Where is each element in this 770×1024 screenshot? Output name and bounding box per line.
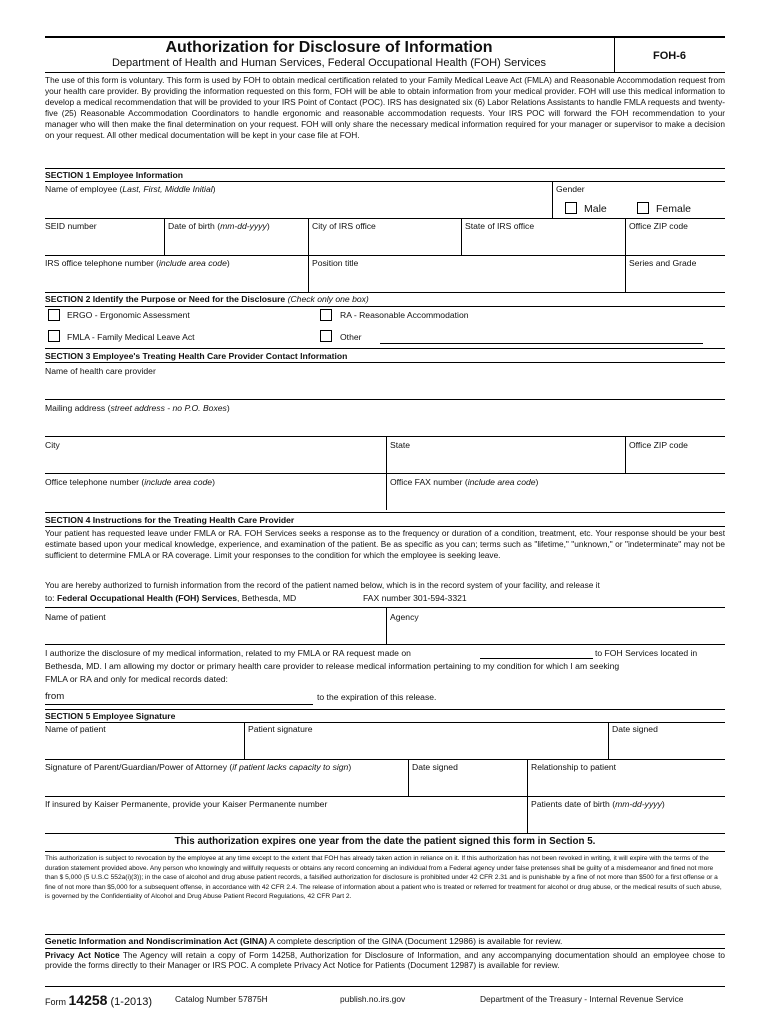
fmla-label: FMLA - Family Medical Leave Act <box>67 332 195 342</box>
rule <box>45 181 725 182</box>
gender-label: Gender <box>556 184 585 194</box>
form-number: Form 14258 (1-2013) <box>45 992 153 1008</box>
rule <box>164 218 165 255</box>
rule <box>45 644 725 645</box>
irs-city-label: City of IRS office <box>312 221 376 231</box>
rule <box>45 255 725 256</box>
irs-phone-label: IRS office telephone number (include area code) <box>45 258 230 268</box>
rule <box>552 181 553 218</box>
rule <box>45 473 725 474</box>
rule <box>308 218 309 255</box>
male-label: Male <box>584 203 607 215</box>
rule <box>45 709 725 710</box>
form-title: Authorization for Disclosure of Information <box>165 39 493 56</box>
rule <box>45 851 725 852</box>
catalog-number: Catalog Number 57875H <box>175 994 268 1004</box>
legal-text: This authorization is subject to revocation by the employee at any time except to the extent that FOH has already taken action in reliance on it. If this authorization has not been revoked in writing, it will expire with the terms of the duration statement provided above. Any person who knowingly and willfully requests or obtains any record concerning an individual from a Federal agency under false pretenses shall be guilty of a misdemeanor and fined not more than $ 5,000 (5 U.S.C 552a(i)(3)); in the case of alcohol and drug abuse patient records, a falsified authorization for disclosure is prohibited under 42 CFR 2.31 and is punishable by a fine of not more than $500 for a first offense or a fine of not more than $5,000 for a subsequent offense, in accordance with 42 CFR 2.4. The release of information about a patient who is treated or referred for treatment for alcohol or drug abuse, or the medical results of such abuse, is governed by the Confidentiality of Alcohol and Drug Abuse Patient Record Regulations, 42 CFR Part 2. <box>45 855 722 901</box>
authorize-text-3: Bethesda, MD. I am allowing my doctor or primary health care provider to release medical information pertaining to my condition for which I am seeking <box>45 661 620 671</box>
form-subtitle: Department of Health and Human Services, Federal Occupational Health (FOH) Services <box>111 57 547 69</box>
top-rule <box>45 36 725 38</box>
rule <box>45 796 725 797</box>
provider-fax-label: Office FAX number (include area code) <box>390 477 539 487</box>
rule <box>608 722 609 759</box>
publish-url: publish.no.irs.gov <box>340 994 406 1004</box>
rule <box>45 306 725 307</box>
rule <box>45 722 725 723</box>
dob-label: Date of birth (mm-dd-yyyy) <box>168 221 270 231</box>
rule <box>625 436 626 473</box>
agency-label: Agency <box>390 612 419 622</box>
section4-title: SECTION 4 Instructions for the Treating Health Care Provider <box>45 515 295 525</box>
foh-fax-number: FAX number 301-594-3321 <box>363 593 467 603</box>
series-grade-label: Series and Grade <box>629 258 697 268</box>
rule <box>408 759 409 796</box>
patient-signature-label: Patient signature <box>248 724 313 734</box>
provider-phone-label: Office telephone number (include area code) <box>45 477 215 487</box>
office-zip-label: Office ZIP code <box>629 221 688 231</box>
patient-name-label: Name of patient <box>45 612 106 622</box>
rule <box>45 526 725 527</box>
form-code: FOH-6 <box>653 50 686 62</box>
female-checkbox[interactable] <box>637 202 649 214</box>
request-date-line[interactable] <box>480 658 593 659</box>
authorize-text-2: to FOH Services located in <box>595 648 698 658</box>
rule <box>45 948 725 949</box>
kaiser-number-label: If insured by Kaiser Permanente, provide your Kaiser Permanente number <box>45 799 328 809</box>
rule <box>45 362 725 363</box>
rule <box>45 348 725 349</box>
department-name: Department of the Treasury - Internal Revenue Service <box>480 994 684 1004</box>
relationship-label: Relationship to patient <box>531 762 617 772</box>
expiry-notice: This authorization expires one year from the date the patient signed this form in Section 5. <box>174 836 596 847</box>
mailing-address-label: Mailing address (street address - no P.O. Boxes) <box>45 403 230 413</box>
ra-label: RA - Reasonable Accommodation <box>340 310 469 320</box>
employee-name-label: Name of employee (Last, First, Middle Initial) <box>45 184 216 194</box>
section2-title: SECTION 2 Identify the Purpose or Need for the Disclosure (Check only one box) <box>45 294 369 304</box>
rule <box>45 168 725 169</box>
position-title-label: Position title <box>312 258 359 268</box>
rule <box>45 986 725 987</box>
female-label: Female <box>656 203 692 215</box>
section3-title: SECTION 3 Employee's Treating Health Care Provider Contact Information <box>45 351 348 361</box>
rule <box>45 934 725 935</box>
rule <box>45 759 725 760</box>
section1-title: SECTION 1 Employee Information <box>45 170 183 180</box>
other-label: Other <box>340 332 362 342</box>
rule <box>244 722 245 759</box>
sig-patient-name-label: Name of patient <box>45 724 106 734</box>
release-authorization-text: You are hereby authorized to furnish information from the record of the patient named below, which is in the record system of your facility, and release it <box>45 580 600 590</box>
authorize-text-4: FMLA or RA and only for medical records dated: <box>45 674 228 684</box>
rule <box>45 399 725 400</box>
gina-notice: Genetic Information and Nondiscrimination Act (GINA) A complete description of the GINA (Document 12986) is available for review. <box>45 936 563 946</box>
provider-city-label: City <box>45 440 60 450</box>
rule <box>45 292 725 293</box>
fmla-checkbox[interactable] <box>48 330 60 342</box>
ergo-label: ERGO - Ergonomic Assessment <box>67 310 190 320</box>
rule <box>45 833 725 834</box>
from-label: from <box>45 691 65 702</box>
rule <box>45 218 725 219</box>
male-checkbox[interactable] <box>565 202 577 214</box>
provider-zip-label: Office ZIP code <box>629 440 688 450</box>
patient-dob-label: Patients date of birth (mm-dd-yyyy) <box>531 799 665 809</box>
provider-name-field[interactable] <box>45 378 725 398</box>
rule <box>45 436 725 437</box>
to-expiration-label: to the expiration of this release. <box>317 692 437 702</box>
ra-checkbox[interactable] <box>320 309 332 321</box>
provider-instructions: Your patient has requested leave under FMLA or RA. FOH Services seeks a response as to the frequency or duration of a condition, treatment, etc. Your response should be your best estimate based upon your medical knowledge, experience, and examination of the patient. Be as specific as you can; terms such as "lifetime," "unknown," or "indeterminate" may not be sufficient to determine FMLA or RA coverage. Limit your responses to the condition for which the employee is seeking leave. <box>45 528 725 560</box>
guardian-date-label: Date signed <box>412 762 458 772</box>
rule <box>461 218 462 255</box>
section5-title: SECTION 5 Employee Signature <box>45 711 176 721</box>
privacy-act-notice: Privacy Act Notice The Agency will retain a copy of Form 14258, Authorization for Disclosure of Information, and any accompanying documentation should an employee chose to provide the forms directly to their Manager or IRS POC. A complete Privacy Act Notice for Patients (Document 12987) is available for review. <box>45 950 725 970</box>
seid-label: SEID number <box>45 221 97 231</box>
irs-state-label: State of IRS office <box>465 221 535 231</box>
intro-text: The use of this form is voluntary. This form is used by FOH to obtain medical certification related to your Family Medical Leave Act (FMLA) and Reasonable Accommodation request from your health care provider. By providing the information requested on this form, FOH will be able to obtain information from your medical provider. FOH will use this medical information to develop a medical recommendation that will be provided to your IRS Point of Contact (POC). IRS has designated six (6) Labor Relations Assistants to handle FMLA requests and twenty-five (25) Reasonable Accommodation Coordinators to handle ergonomic and reasonable accommodation requests. Your IRS POC will forward the FOH recommendation to your manager who will then make the final determination on your request. FOH will only share the necessary medical information required for your manager or supervisor to make a decision on your request. All other medical documentation will be kept in your case file at FOH. <box>45 75 725 140</box>
rule <box>45 512 725 513</box>
rule <box>386 607 387 644</box>
guardian-signature-label: Signature of Parent/Guardian/Power of Attorney (if patient lacks capacity to sign) <box>45 762 352 772</box>
ergo-checkbox[interactable] <box>48 309 60 321</box>
from-date-line[interactable] <box>45 704 313 705</box>
rule <box>45 607 725 608</box>
rule <box>308 255 309 292</box>
authorize-text-1: I authorize the disclosure of my medical information, related to my FMLA or RA request made on <box>45 648 411 658</box>
provider-name-label: Name of health care provider <box>45 366 156 376</box>
date-signed-label: Date signed <box>612 724 658 734</box>
employee-name-field[interactable] <box>45 196 550 216</box>
header-rule <box>45 72 725 73</box>
release-recipient: to: Federal Occupational Health (FOH) Services, Bethesda, MD <box>45 593 297 603</box>
other-checkbox[interactable] <box>320 330 332 342</box>
patient-signature-field[interactable] <box>248 736 603 756</box>
provider-state-label: State <box>390 440 411 450</box>
other-input-line[interactable] <box>380 343 703 344</box>
